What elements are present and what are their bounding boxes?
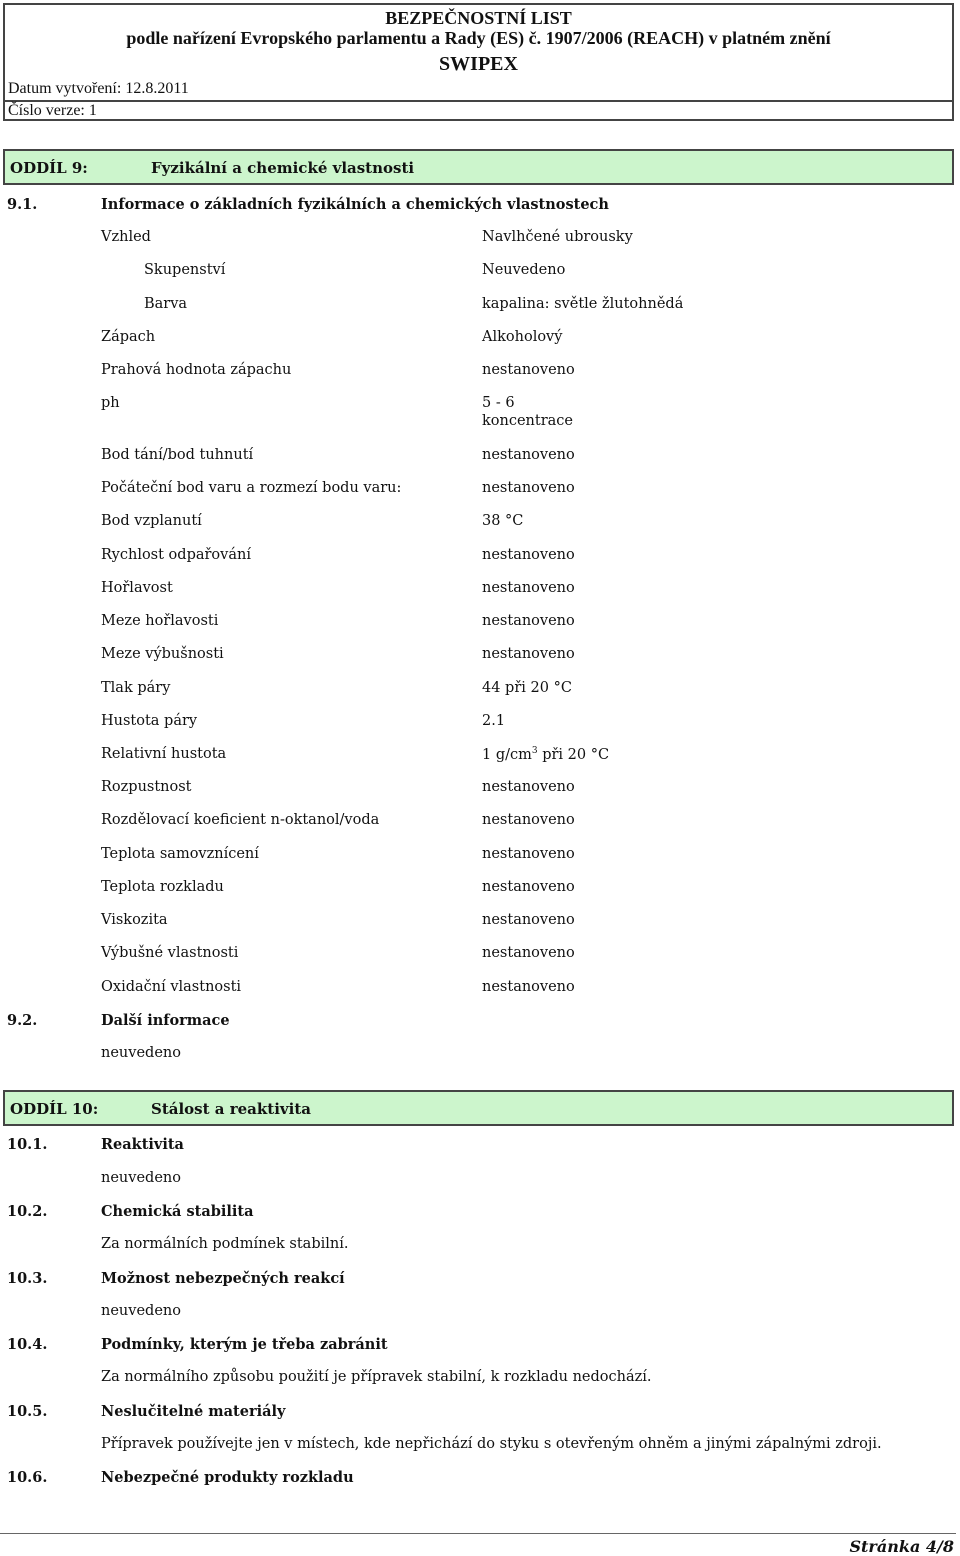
property-value: kapalina: světle žlutohnědá — [482, 296, 684, 312]
version-number: Číslo verze: 1 — [8, 102, 97, 119]
property-label: Rychlost odpařování — [101, 547, 251, 563]
property-label: Rozdělovací koeficient n-oktanol/voda — [101, 812, 380, 828]
document-header — [3, 3, 954, 121]
property-value: Navlhčené ubrousky — [482, 229, 633, 245]
property-label: Skupenství — [144, 262, 226, 278]
property-label: Teplota rozkladu — [101, 879, 224, 895]
subsection-9-2-title: Další informace — [101, 1012, 230, 1029]
property-label: Meze výbušnosti — [101, 646, 224, 662]
property-label: Meze hořlavosti — [101, 613, 219, 629]
property-label: Počáteční bod varu a rozmezí bodu varu: — [101, 480, 402, 496]
subsection-text: Za normálního způsobu použití je přípravek stabilní, k rozkladu nedochází. — [101, 1369, 652, 1385]
property-value: 5 - 6 — [482, 395, 515, 411]
subsection-number: 10.4. — [7, 1336, 48, 1353]
property-value: 2.1 — [482, 713, 506, 729]
footer-divider — [0, 1533, 956, 1534]
property-value: Neuvedeno — [482, 262, 566, 278]
regulation-subtitle: podle nařízení Evropského parlamentu a Rady (ES) č. 1907/2006 (REACH) v platném znění — [126, 28, 831, 48]
property-label: Tlak páry — [101, 680, 171, 696]
property-label: Hustota páry — [101, 713, 198, 729]
subsection-title: Chemická stabilita — [101, 1203, 254, 1220]
property-value: nestanoveno — [482, 480, 575, 496]
property-value — [482, 746, 609, 763]
subsection-9-2-text: neuvedeno — [101, 1045, 181, 1061]
property-label: Viskozita — [101, 912, 168, 928]
property-label: Rozpustnost — [101, 779, 192, 795]
property-label: Oxidační vlastnosti — [101, 979, 242, 995]
subsection-text: Přípravek používejte jen v místech, kde nepřichází do styku s otevřeným ohněm a jinými zápalnými zdroji. — [101, 1436, 882, 1452]
header-divider — [5, 100, 952, 102]
document-title: BEZPEČNOSTNÍ LIST — [385, 8, 572, 28]
property-label: Barva — [144, 296, 188, 312]
subsection-text: Za normálních podmínek stabilní. — [101, 1236, 349, 1252]
product-name: SWIPEX — [439, 53, 518, 75]
subsection-title: Podmínky, kterým je třeba zabránit — [101, 1336, 388, 1353]
subsection-text: neuvedeno — [101, 1303, 181, 1319]
property-value: nestanoveno — [482, 580, 575, 596]
density-exponent: 3 — [531, 746, 538, 756]
property-value-note: koncentrace — [482, 413, 574, 429]
property-value: nestanoveno — [482, 912, 575, 928]
property-value: nestanoveno — [482, 945, 575, 961]
subsection-number: 10.6. — [7, 1469, 48, 1486]
property-value: nestanoveno — [482, 779, 575, 795]
property-label: Hořlavost — [101, 580, 173, 596]
property-value: nestanoveno — [482, 812, 575, 828]
property-value: 38 °C — [482, 513, 524, 529]
section-10-heading — [3, 1090, 954, 1126]
property-value: nestanoveno — [482, 646, 575, 662]
property-label: Vzhled — [101, 229, 151, 245]
property-value: nestanoveno — [482, 979, 575, 995]
property-label: Relativní hustota — [101, 746, 227, 762]
property-label: Prahová hodnota zápachu — [101, 362, 292, 378]
page-number: Stránka 4/8 — [849, 1537, 954, 1556]
section-9-heading — [3, 149, 954, 185]
property-label: Teplota samovznícení — [101, 846, 259, 862]
section-10-number: ODDÍL 10: — [10, 1100, 99, 1118]
subsection-title: Neslučitelné materiály — [101, 1403, 286, 1420]
density-value: 1 g/cm — [482, 746, 532, 763]
subsection-number: 10.1. — [7, 1136, 48, 1153]
creation-date: Datum vytvoření: 12.8.2011 — [8, 80, 189, 97]
section-9-number: ODDÍL 9: — [10, 159, 88, 177]
subsection-title: Možnost nebezpečných reakcí — [101, 1270, 345, 1287]
property-label: ph — [101, 395, 120, 411]
subsection-9-1-title: Informace o základních fyzikálních a chemických vlastnostech — [101, 196, 609, 213]
property-value: nestanoveno — [482, 846, 575, 862]
section-9-title: Fyzikální a chemické vlastnosti — [151, 159, 415, 177]
property-label: Zápach — [101, 329, 156, 345]
subsection-number: 10.3. — [7, 1270, 48, 1287]
density-condition: při 20 °C — [537, 746, 610, 763]
subsection-text: neuvedeno — [101, 1170, 181, 1186]
property-value: nestanoveno — [482, 362, 575, 378]
subsection-number: 10.5. — [7, 1403, 48, 1420]
subsection-title: Reaktivita — [101, 1136, 184, 1153]
subsection-number: 10.2. — [7, 1203, 48, 1220]
property-value: 44 při 20 °C — [482, 680, 572, 696]
property-label: Bod tání/bod tuhnutí — [101, 447, 254, 463]
property-value: nestanoveno — [482, 613, 575, 629]
property-value: Alkoholový — [482, 329, 563, 345]
property-value: nestanoveno — [482, 447, 575, 463]
property-label: Výbušné vlastnosti — [101, 945, 239, 961]
subsection-9-2-number: 9.2. — [7, 1012, 38, 1029]
subsection-9-1-number: 9.1. — [7, 196, 38, 213]
section-10-title: Stálost a reaktivita — [151, 1100, 311, 1118]
subsection-title: Nebezpečné produkty rozkladu — [101, 1469, 354, 1486]
property-label: Bod vzplanutí — [101, 513, 202, 529]
property-value: nestanoveno — [482, 547, 575, 563]
property-value: nestanoveno — [482, 879, 575, 895]
